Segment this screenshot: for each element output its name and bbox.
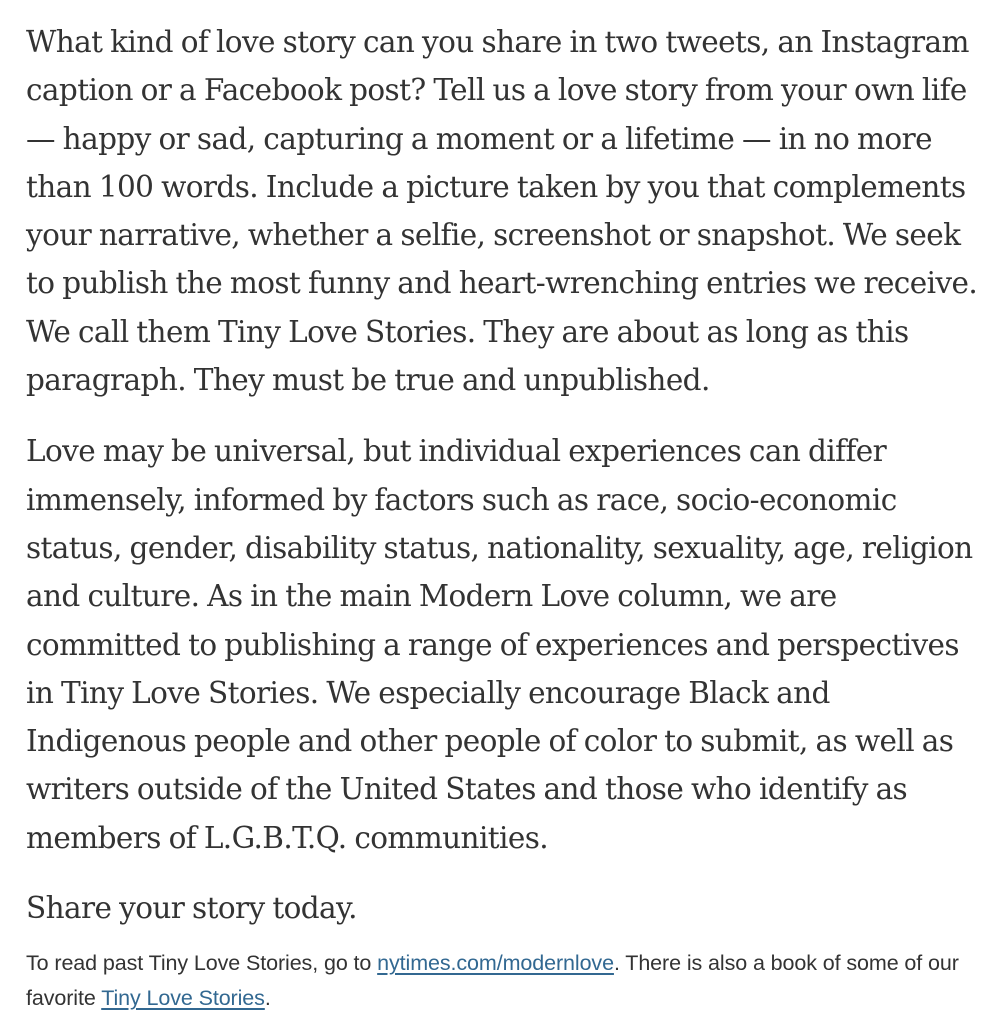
footnote-text-end: . <box>264 986 271 1011</box>
paragraph-share-story: Share your story today. <box>26 891 357 926</box>
footnote-text-start: To read past Tiny Love Stories, go to <box>26 951 378 976</box>
footnote <box>26 946 978 1016</box>
paragraph-intro: What kind of love story can you share in two tweets, an Instagram caption or a Facebook post? Tell us a love story from your own life — happy or sad, capturing a moment or a lifetime — in no more than 100 words. Include a picture taken by you that complements your narrative, whether a selfie, screenshot or snapshot. We seek to publish the most funny and heart-wrenching entries we receive. We call them Tiny Love Stories. They are about as long as this paragraph. They must be true and unpublished. <box>26 25 978 398</box>
article-body <box>26 18 978 1016</box>
footnote-text-middle: . There is also a book of some of our favorite <box>26 951 959 1011</box>
tiny-love-stories-book-link[interactable]: Tiny Love Stories <box>101 986 265 1011</box>
paragraph-diversity: Love may be universal, but individual experiences can differ immensely, informed by factors such as race, socio-economic status, gender, disability status, nationality, sexuality, age, religion and culture. As in the main Modern Love column, we are committed to publishing a range of experiences and perspectives in Tiny Love Stories. We especially encourage Black and Indigenous people and other people of color to submit, as well as writers outside of the United States and those who identify as members of L.G.B.T.Q. communities. <box>26 434 973 855</box>
modernlove-link[interactable]: nytimes.com/modernlove <box>377 951 614 976</box>
